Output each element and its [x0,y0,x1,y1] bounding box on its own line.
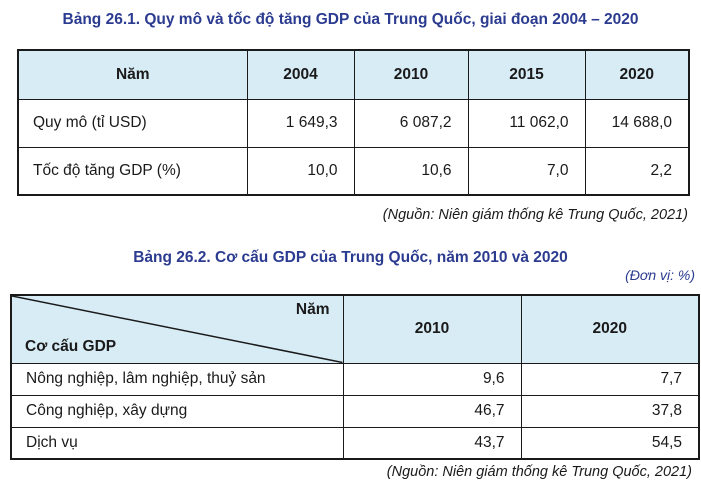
header-cell-2010: 2010 [354,50,468,99]
cell-value: 46,7 [343,395,521,427]
header-cell-2004: 2004 [247,50,354,99]
table-row [11,427,699,459]
table2-unit-note: (Đơn vị: %) [625,267,695,283]
cell-value: 43,7 [343,427,521,459]
table2-title: Bảng 26.2. Cơ cấu GDP của Trung Quốc, năm 2010 và 2020 [133,249,568,266]
table-row [18,99,689,147]
table1-title: Bảng 26.1. Quy mô và tốc độ tăng GDP của Trung Quốc, giai đoạn 2004 – 2020 [62,11,639,28]
cell-value: 10,0 [247,147,354,195]
corner-label-nam: Năm [295,301,330,318]
header-cell-2020: 2020 [521,295,699,363]
cell-value: 11 062,0 [468,99,585,147]
row-label: Nông nghiệp, lâm nghiệp, thuỷ sản [11,363,343,395]
table2-source-note: (Nguồn: Niên giám thống kê Trung Quốc, 2021) [386,464,692,480]
row-label: Công nghiệp, xây dựng [11,395,343,427]
table-header-row [11,295,699,363]
corner-label-co-cau-gdp: Cơ cấu GDP [25,337,117,355]
cell-value: 7,0 [468,147,585,195]
header-cell-2015: 2015 [468,50,585,99]
gdp-scale-growth-table [17,49,690,196]
header-cell-2020: 2020 [585,50,689,99]
header-cell-nam: Năm [18,50,247,99]
header-cell-2010: 2010 [343,295,521,363]
cell-value: 6 087,2 [354,99,468,147]
row-label: Dịch vụ [11,427,343,459]
row-label: Tốc độ tăng GDP (%) [18,147,247,195]
row-label: Quy mô (tỉ USD) [18,99,247,147]
gdp-structure-table [10,294,700,460]
cell-value: 9,6 [343,363,521,395]
cell-value: 14 688,0 [585,99,689,147]
table-row [11,395,699,427]
cell-value: 54,5 [521,427,699,459]
cell-value: 37,8 [521,395,699,427]
cell-value: 10,6 [354,147,468,195]
cell-value: 7,7 [521,363,699,395]
table1-source-note: (Nguồn: Niên giám thống kê Trung Quốc, 2021) [382,207,688,223]
cell-value: 1 649,3 [247,99,354,147]
table-row [11,363,699,395]
diagonal-corner-cell [11,295,343,363]
table-header-row [18,50,689,99]
cell-value: 2,2 [585,147,689,195]
table-row [18,147,689,195]
